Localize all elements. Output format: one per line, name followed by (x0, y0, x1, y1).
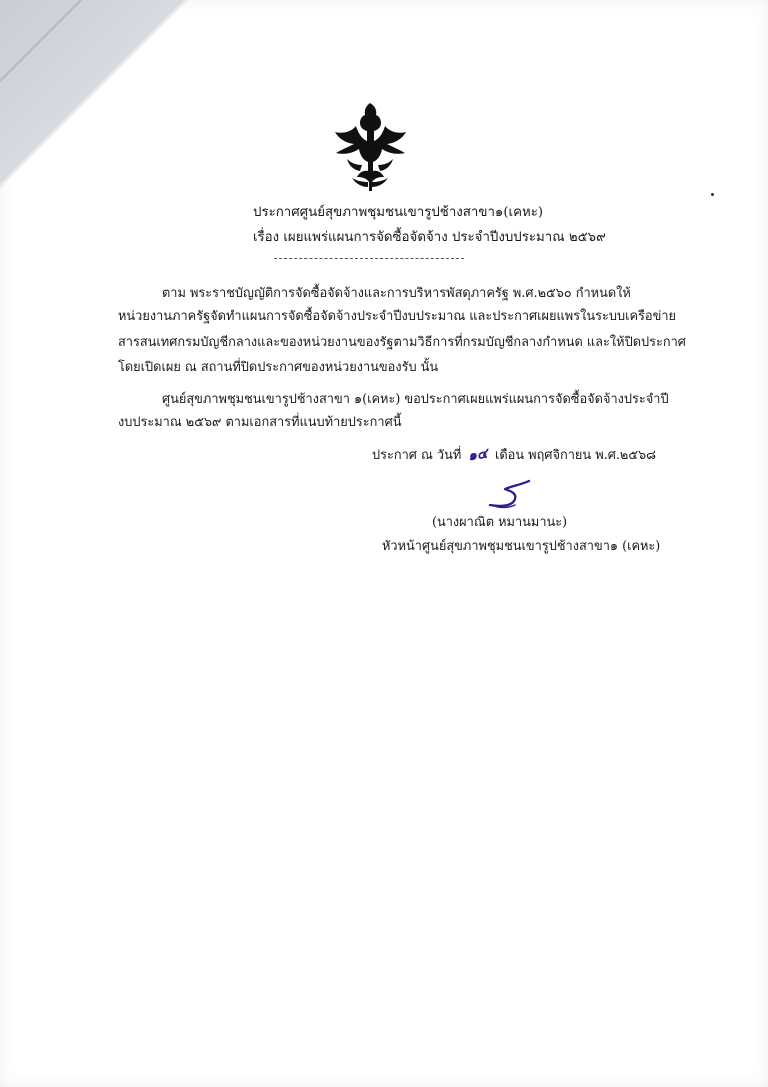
paragraph-2-line-1: ศูนย์สุขภาพชุมชนเขารูปช้างสาขา ๑(เคหะ) ขอประกาศเผยแพร่แผนการจัดซื้อจัดจ้างประจำปี (162, 392, 669, 407)
folded-corner (0, 0, 190, 190)
handwritten-signature-icon (485, 477, 540, 511)
announcement-title: ประกาศศูนย์สุขภาพชุมชนเขารูปช้างสาขา๑(เคหะ) (253, 205, 544, 220)
title-divider (274, 258, 464, 259)
paragraph-1-line-4: โดยเปิดเผย ณ สถานที่ปิดประกาศของหน่วยงานของรับ นั้น (118, 360, 439, 375)
paragraph-1-line-2: หน่วยงานภาครัฐจัดทำแผนการจัดซื้อจัดจ้างประจำปีงบประมาณ และประกาศเผยแพรในระบบเครือข่าย (118, 309, 677, 324)
date-suffix: เดือน พฤศจิกายน พ.ศ.๒๕๖๘ (494, 448, 657, 463)
date-prefix: ประกาศ ณ วันที่ (372, 448, 462, 463)
scan-speck (711, 193, 714, 196)
corner-shadow-line (0, 0, 175, 92)
signer-position: หัวหน้าศูนย์สุขภาพชุมชนเขารูปช้างสาขา๑ (เคหะ) (382, 539, 661, 554)
paragraph-1-line-3: สารสนเทศกรมบัญชีกลางและของหน่วยงานของรัฐตามวิธีการที่กรมบัญชีกลางกำหนด และให้ปิดประกาศ (118, 335, 686, 350)
announcement-date (372, 447, 656, 464)
paragraph-1-line-1: ตาม พระราชบัญญัติการจัดซื้อจัดจ้างและการบริหารพัสดุภาครัฐ พ.ศ.๒๕๖๐ กำหนดให้ (162, 286, 631, 301)
paragraph-2-line-2: งบประมาณ ๒๕๖๙ ตามเอกสารที่แนบท้ายประกาศนี้ (118, 415, 402, 430)
garuda-emblem-icon (329, 98, 411, 194)
announcement-subject: เรื่อง เผยแพร่แผนการจัดซื้อจัดจ้าง ประจำปีงบประมาณ ๒๕๖๙ (253, 230, 606, 245)
handwritten-day: ๑๔ (467, 445, 489, 465)
signer-name: (นางผาณิต หมานมานะ) (432, 515, 568, 530)
